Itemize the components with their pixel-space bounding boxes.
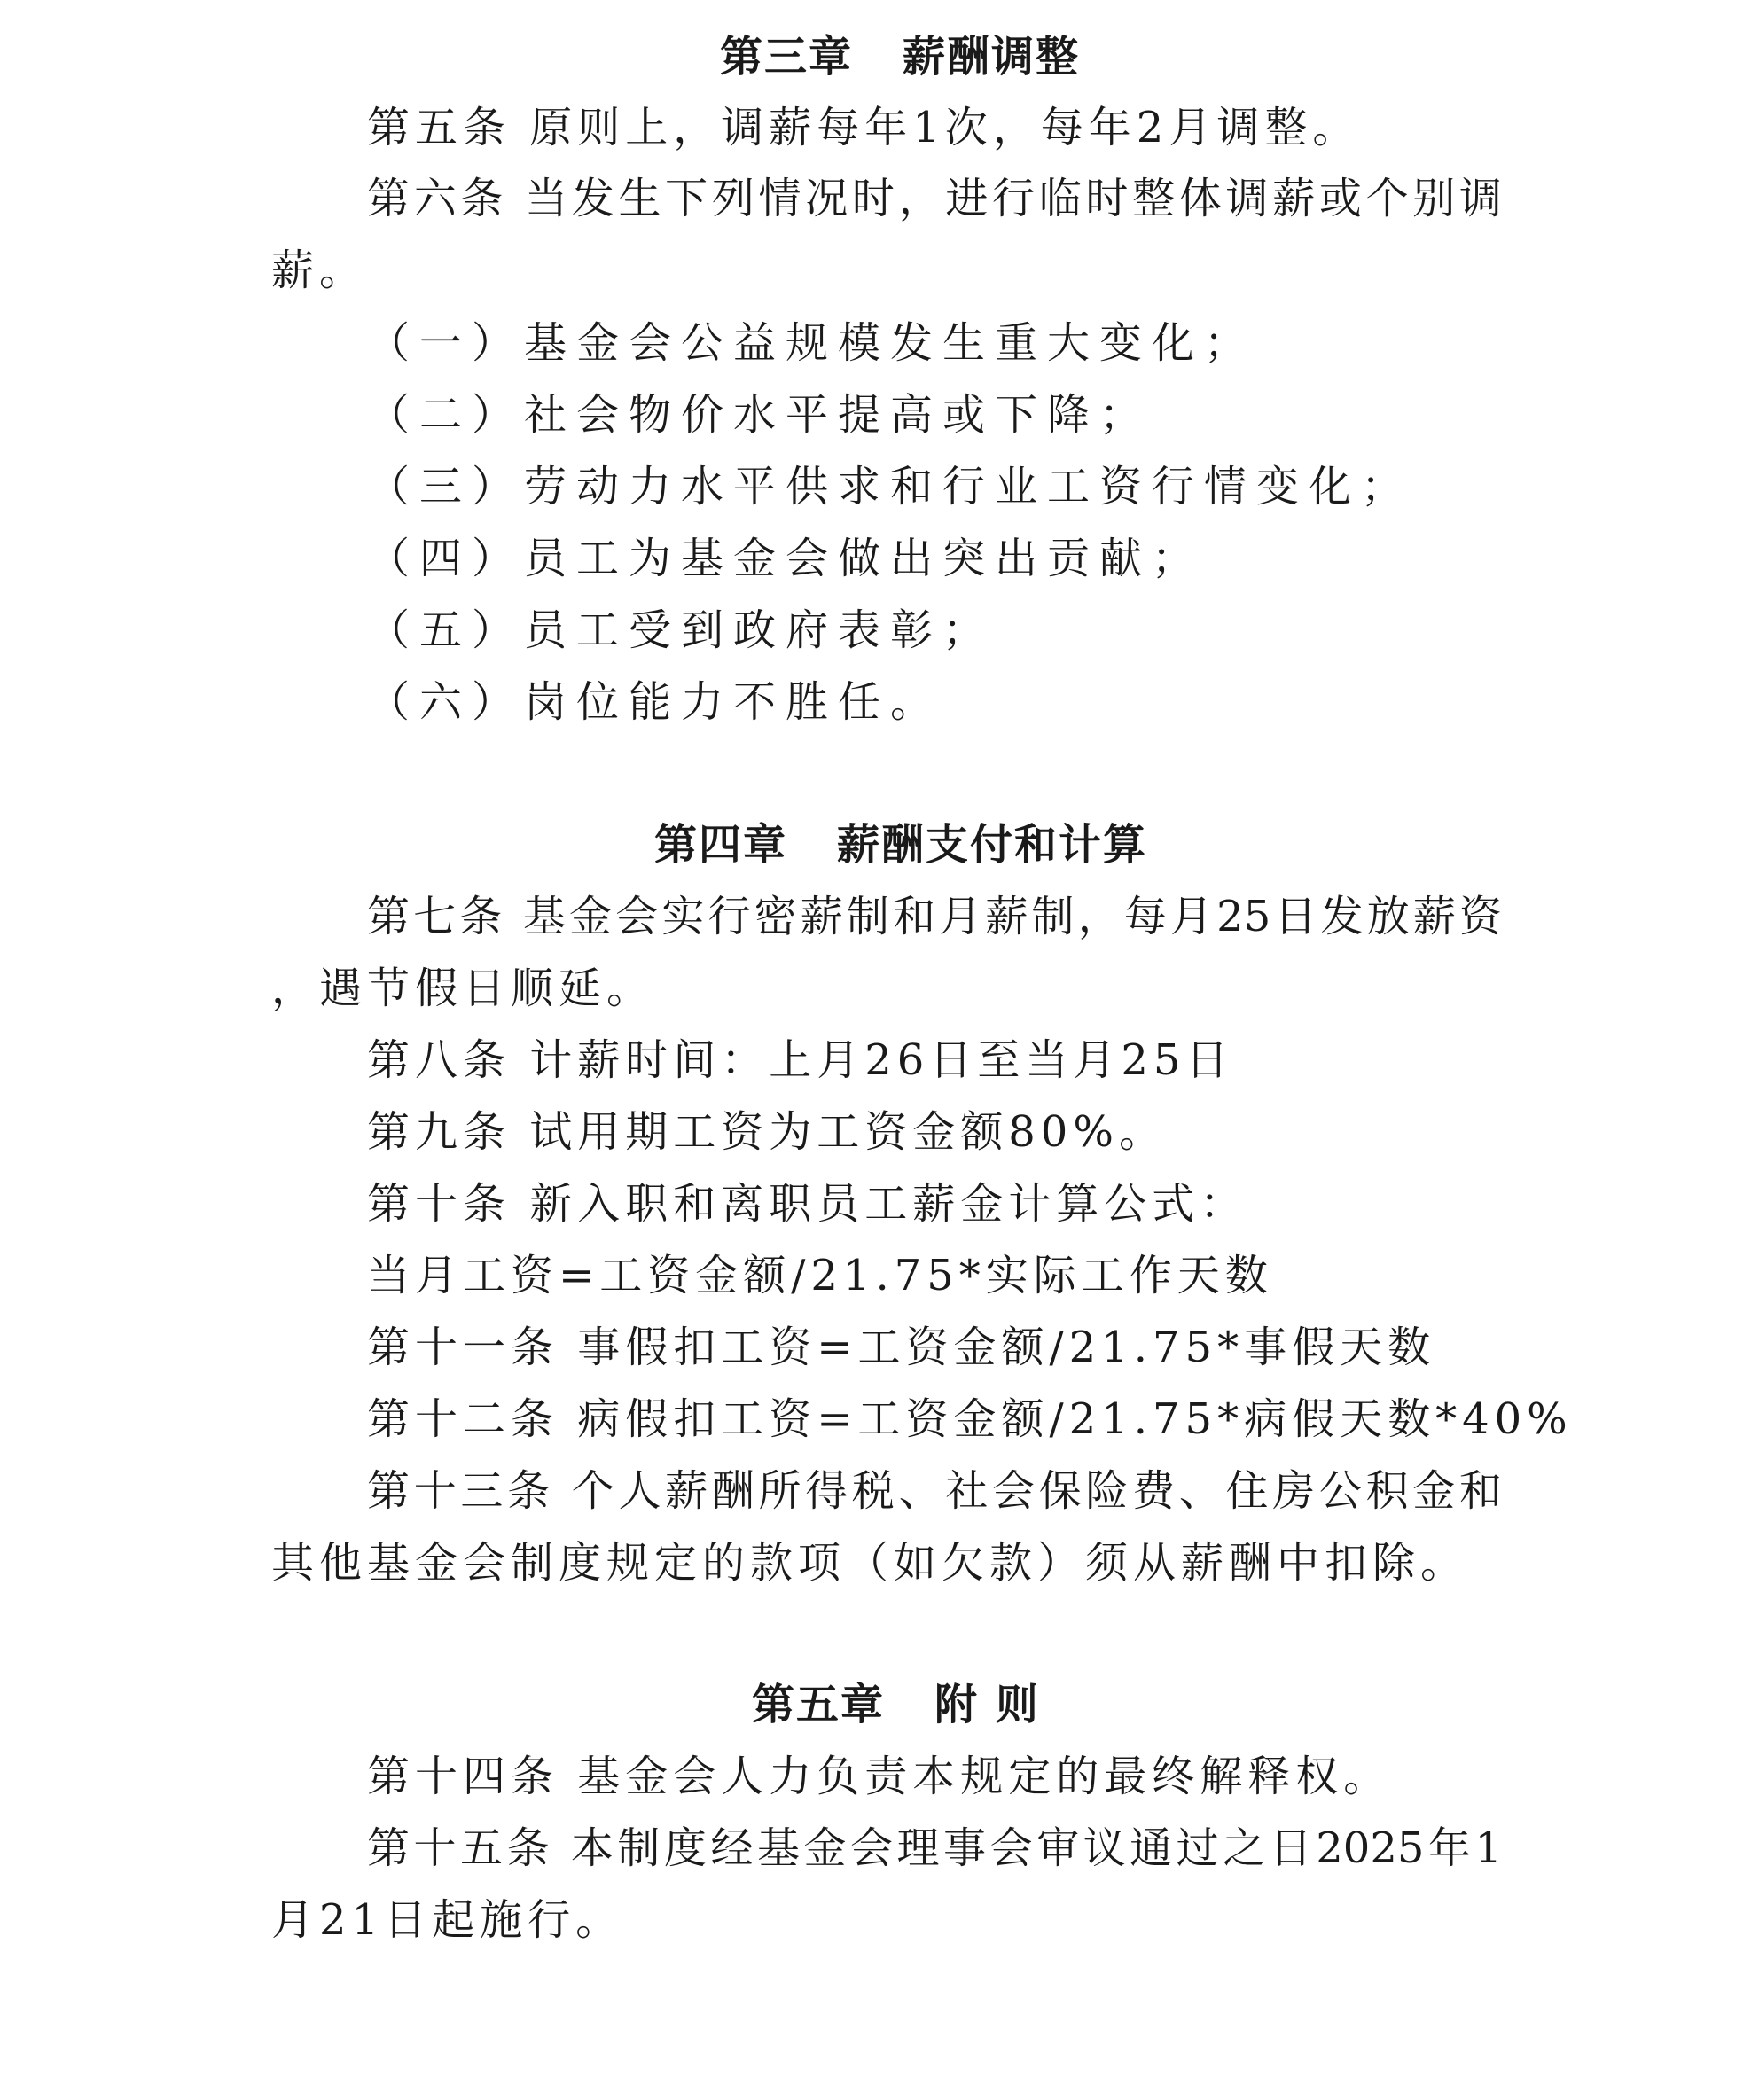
list-item-2: （二）社会物价水平提高或下降； — [367, 390, 1153, 440]
list-item-6: （六）岗位能力不胜任。 — [367, 677, 943, 727]
article-11: 第十一条 事假扣工资=工资金额/21.75*事假天数 — [367, 1323, 1436, 1372]
list-item-4: （四）员工为基金会做出突出贡献； — [367, 534, 1205, 583]
article-7-line-1: 第七条 基金会实行密薪制和月薪制，每月25日发放薪资 — [367, 892, 1502, 941]
chapter-4-title: 薪酬支付和计算 — [837, 820, 1148, 870]
list-item-5: （五）员工受到政府表彰； — [367, 605, 996, 655]
chapter-3-title: 薪酬调整 — [903, 32, 1081, 82]
article-15-line-2: 月21日起施行。 — [271, 1895, 624, 1945]
chapter-4-heading — [654, 818, 1147, 871]
article-14: 第十四条 基金会人力负责本规定的最终解释权。 — [367, 1752, 1392, 1801]
chapter-5-number: 第五章 — [752, 1680, 886, 1729]
article-6-line-2: 薪。 — [271, 246, 368, 295]
article-13-line-1: 第十三条 个人薪酬所得税、社会保险费、住房公积金和 — [367, 1466, 1502, 1516]
article-5: 第五条 原则上，调薪每年1次，每年2月调整。 — [367, 103, 1361, 152]
chapter-3-heading — [720, 30, 1080, 83]
article-8: 第八条 计薪时间：上月26日至当月25日 — [367, 1035, 1234, 1085]
list-item-3: （三）劳动力水平供求和行业工资行情变化； — [367, 462, 1414, 511]
article-10: 第十条 新入职和离职员工薪金计算公式： — [367, 1179, 1248, 1229]
article-6-line-1: 第六条 当发生下列情况时，进行临时整体调薪或个别调 — [367, 174, 1502, 223]
chapter-3-number: 第三章 — [720, 32, 854, 82]
chapter-4-number: 第四章 — [654, 820, 788, 870]
salary-formula: 当月工资=工资金额/21.75*实际工作天数 — [367, 1251, 1273, 1300]
chapter-5-title: 附 则 — [934, 1680, 1040, 1729]
article-9: 第九条 试用期工资为工资金额80%。 — [367, 1107, 1167, 1157]
article-13-line-2: 其他基金会制度规定的款项（如欠款）须从薪酬中扣除。 — [271, 1538, 1469, 1588]
article-7-line-2: ，遇节假日顺延。 — [271, 964, 655, 1013]
chapter-5-heading — [752, 1678, 1040, 1731]
article-15-line-1: 第十五条 本制度经基金会理事会审议通过之日2025年1 — [367, 1823, 1502, 1873]
list-item-1: （一）基金会公益规模发生重大变化； — [367, 318, 1257, 368]
article-12: 第十二条 病假扣工资=工资金额/21.75*病假天数*40% — [367, 1394, 1573, 1444]
